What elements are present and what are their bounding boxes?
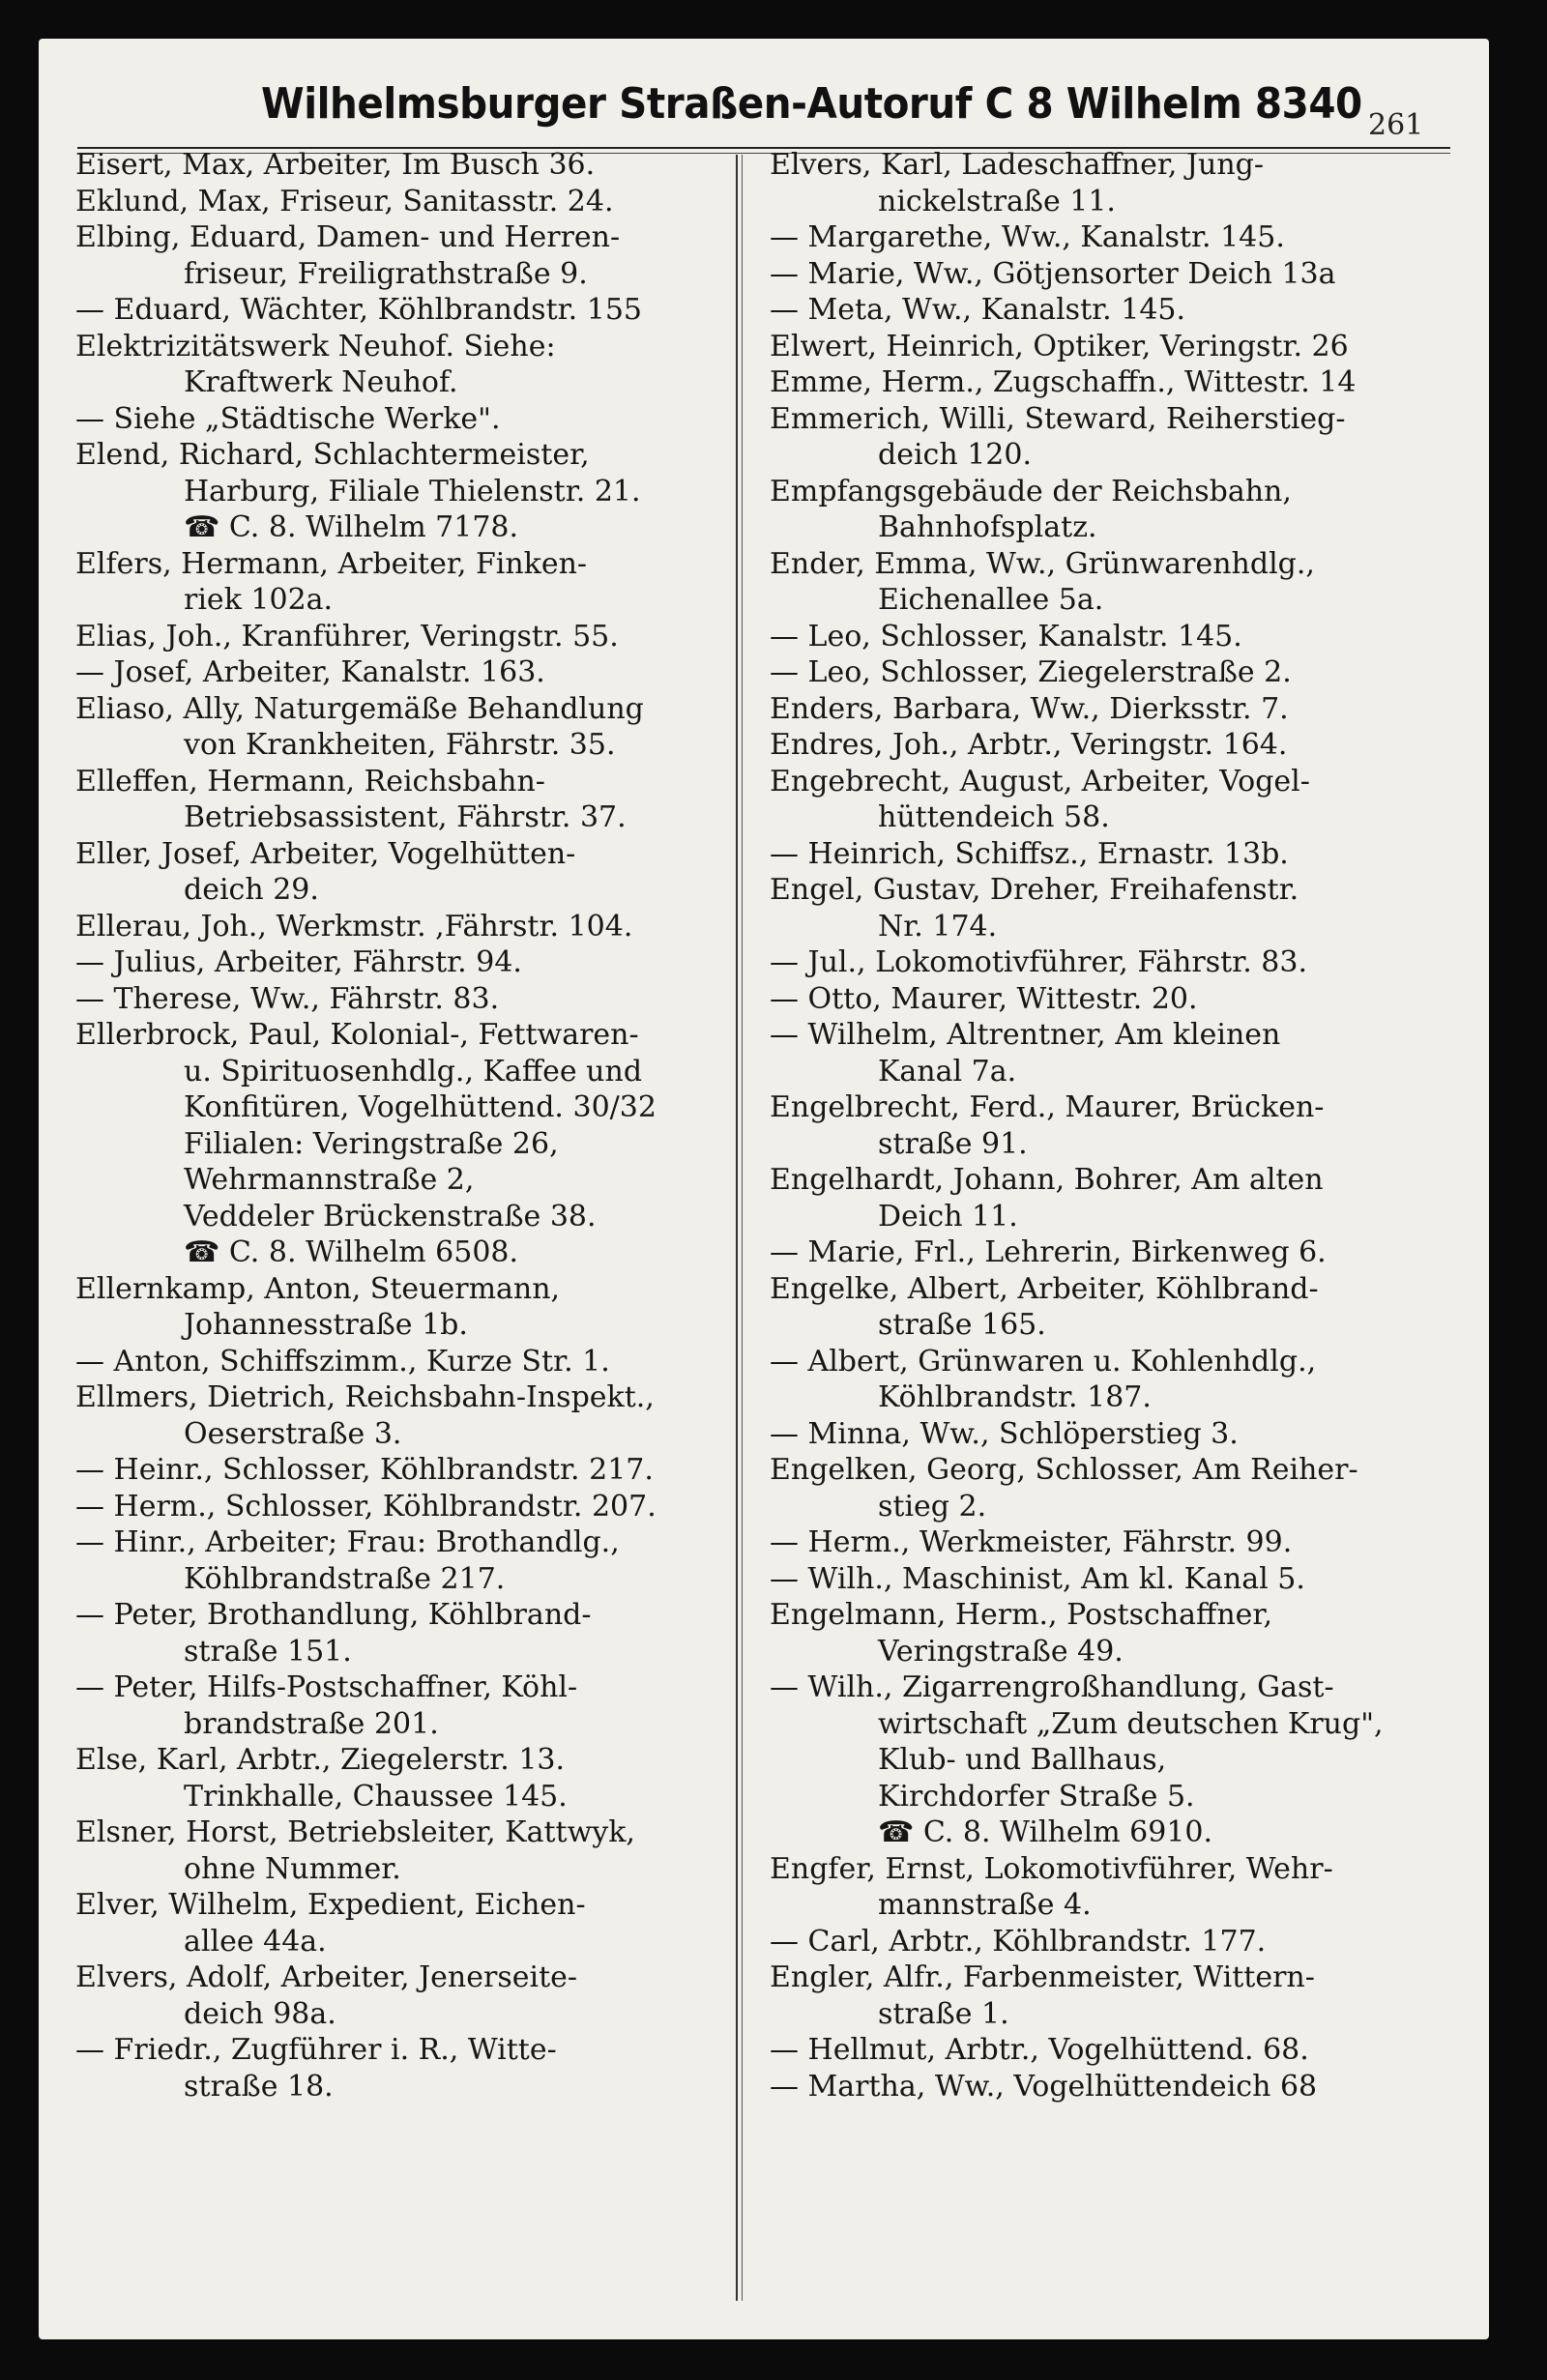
directory-line: — Meta, Ww., Kanalstr. 145. [770, 293, 1186, 327]
column-divider-secondary [742, 155, 743, 2301]
directory-line: von Krankheiten, Fährstr. 35. [184, 728, 616, 762]
directory-line: Emme, Herm., Zugschaffn., Wittestr. 14 [770, 365, 1357, 399]
directory-line: — Leo, Schlosser, Ziegelerstraße 2. [770, 655, 1292, 689]
directory-line: — Julius, Arbeiter, Fährstr. 94. [75, 945, 522, 979]
directory-line: Elvers, Karl, Ladeschaffner, Jung- [770, 148, 1264, 182]
directory-line: Eliaso, Ally, Naturgemäße Behandlung [75, 691, 644, 726]
directory-line: — Herm., Schlosser, Köhlbrandstr. 207. [75, 1489, 657, 1524]
directory-line: ☎ C. 8. Wilhelm 6910. [878, 1815, 1213, 1849]
directory-line: Engelbrecht, Ferd., Maurer, Brücken- [770, 1090, 1325, 1124]
directory-line: — Margarethe, Ww., Kanalstr. 145. [770, 220, 1285, 254]
directory-line: deich 120. [878, 438, 1033, 472]
directory-line: deich 29. [184, 873, 319, 907]
directory-line: — Herm., Werkmeister, Fährstr. 99. [770, 1525, 1293, 1559]
directory-line: Elver, Wilhelm, Expedient, Eichen- [75, 1888, 586, 1922]
directory-line: Elleffen, Hermann, Reichsbahn- [75, 764, 545, 798]
directory-line: Eichenallee 5a. [878, 583, 1104, 617]
directory-line: Ender, Emma, Ww., Grünwarenhdlg., [770, 546, 1315, 581]
directory-line: nickelstraße 11. [878, 184, 1116, 218]
directory-line: ☎ C. 8. Wilhelm 6508. [184, 1235, 519, 1269]
directory-line: — Albert, Grünwaren u. Kohlenhdlg., [770, 1344, 1317, 1379]
page-number: 261 [1368, 108, 1424, 142]
directory-line: hüttendeich 58. [878, 800, 1110, 834]
directory-line: Köhlbrandstr. 187. [878, 1380, 1152, 1414]
directory-line: straße 151. [184, 1634, 352, 1669]
directory-line: Elbing, Eduard, Damen- und Herren- [75, 220, 621, 254]
page-header [39, 79, 1489, 157]
directory-page [39, 39, 1489, 2339]
directory-line: Elias, Joh., Kranführer, Veringstr. 55. [75, 619, 619, 653]
directory-line: — Marie, Ww., Götjensorter Deich 13a [770, 256, 1336, 291]
directory-line: Empfangsgebäude der Reichsbahn, [770, 474, 1292, 508]
directory-line: — Friedr., Zugführer i. R., Witte- [75, 2033, 557, 2067]
directory-line: Ellmers, Dietrich, Reichsbahn-Inspekt., [75, 1380, 655, 1414]
directory-line: deich 98a. [184, 1996, 336, 2031]
directory-line: Johannesstraße 1b. [184, 1308, 468, 1342]
directory-line: Engelke, Albert, Arbeiter, Köhlbrand- [770, 1271, 1319, 1306]
directory-line: — Anton, Schiffszimm., Kurze Str. 1. [75, 1344, 610, 1379]
directory-line: — Peter, Hilfs-Postschaffner, Köhl- [75, 1670, 578, 1704]
directory-line: Elwert, Heinrich, Optiker, Veringstr. 26 [770, 329, 1349, 363]
left-column [75, 147, 704, 2104]
directory-line: Engel, Gustav, Dreher, Freihafenstr. [770, 873, 1299, 907]
directory-line: Kanal 7a. [878, 1054, 1017, 1088]
directory-line: Eisert, Max, Arbeiter, Im Busch 36. [75, 148, 596, 182]
right-column [770, 147, 1446, 2104]
directory-line: — Wilh., Maschinist, Am kl. Kanal 5. [770, 1561, 1305, 1596]
directory-line: Eller, Josef, Arbeiter, Vogelhütten- [75, 836, 576, 871]
directory-line: Elend, Richard, Schlachtermeister, [75, 438, 590, 472]
directory-line: — Wilh., Zigarrengroßhandlung, Gast- [770, 1670, 1334, 1704]
directory-line: allee 44a. [184, 1924, 327, 1959]
directory-line: Enders, Barbara, Ww., Dierksstr. 7. [770, 691, 1289, 726]
directory-line: wirtschaft „Zum deutschen Krug", [878, 1706, 1384, 1741]
directory-line: — Eduard, Wächter, Köhlbrandstr. 155 [75, 293, 642, 327]
directory-line: — Martha, Ww., Vogelhüttendeich 68 [770, 2069, 1318, 2104]
directory-line: Nr. 174. [878, 909, 998, 943]
directory-line: Ellerbrock, Paul, Kolonial-, Fettwaren- [75, 1018, 639, 1052]
directory-line: Deich 11. [878, 1199, 1018, 1234]
directory-line: Engelhardt, Johann, Bohrer, Am alten [770, 1163, 1324, 1197]
directory-line: ☎ C. 8. Wilhelm 7178. [184, 510, 519, 544]
directory-line: riek 102a. [184, 583, 334, 617]
directory-line: straße 1. [878, 1996, 1009, 2031]
directory-line: Klub- und Ballhaus, [878, 1743, 1167, 1777]
directory-line: ohne Nummer. [184, 1851, 401, 1886]
directory-line: — Heinrich, Schiffsz., Ernastr. 13b. [770, 836, 1289, 871]
directory-line: — Otto, Maurer, Wittestr. 20. [770, 981, 1198, 1016]
directory-line: Engfer, Ernst, Lokomotivführer, Wehr- [770, 1851, 1333, 1886]
directory-line: u. Spirituosenhdlg., Kaffee und [184, 1054, 643, 1088]
directory-line: Veringstraße 49. [878, 1634, 1124, 1669]
directory-line: Betriebsassistent, Fährstr. 37. [184, 800, 627, 834]
directory-line: Eklund, Max, Friseur, Sanitasstr. 24. [75, 184, 614, 218]
directory-line: — Minna, Ww., Schlöperstieg 3. [770, 1416, 1239, 1451]
directory-line: Else, Karl, Arbtr., Ziegelerstr. 13. [75, 1743, 566, 1777]
directory-line: Ellernkamp, Anton, Steuermann, [75, 1271, 561, 1306]
directory-line: Engelken, Georg, Schlosser, Am Reiher- [770, 1453, 1358, 1487]
directory-line: Trinkhalle, Chaussee 145. [184, 1779, 568, 1814]
directory-line: — Josef, Arbeiter, Kanalstr. 163. [75, 655, 545, 689]
directory-line: Engebrecht, August, Arbeiter, Vogel- [770, 764, 1310, 798]
directory-line: — Carl, Arbtr., Köhlbrandstr. 177. [770, 1924, 1267, 1959]
directory-line: — Hinr., Arbeiter; Frau: Brothandlg., [75, 1525, 620, 1559]
directory-line: straße 91. [878, 1126, 1028, 1161]
directory-line: — Heinr., Schlosser, Köhlbrandstr. 217. [75, 1453, 654, 1487]
directory-line: Engler, Alfr., Farbenmeister, Wittern- [770, 1960, 1315, 1994]
directory-line: — Hellmut, Arbtr., Vogelhüttend. 68. [770, 2033, 1309, 2067]
directory-line: — Jul., Lokomotivführer, Fährstr. 83. [770, 945, 1307, 979]
directory-line: Elfers, Hermann, Arbeiter, Finken- [75, 546, 588, 581]
directory-line: Oeserstraße 3. [184, 1416, 402, 1451]
directory-line: Filialen: Veringstraße 26, [184, 1126, 559, 1161]
directory-line: Bahnhofsplatz. [878, 510, 1097, 544]
directory-line: Emmerich, Willi, Steward, Reiherstieg- [770, 401, 1346, 436]
directory-line: Harburg, Filiale Thielenstr. 21. [184, 474, 641, 508]
directory-line: Köhlbrandstraße 217. [184, 1561, 506, 1596]
directory-line: — Siehe „Städtische Werke". [75, 401, 501, 436]
header-title: Wilhelmsburger Straßen-Autoruf C 8 Wilhelm 8340 [261, 79, 1362, 129]
directory-line: Wehrmannstraße 2, [184, 1163, 475, 1197]
directory-line: friseur, Freiligrathstraße 9. [184, 256, 588, 291]
directory-line: straße 165. [878, 1308, 1046, 1342]
directory-line: — Wilhelm, Altrentner, Am kleinen [770, 1018, 1281, 1052]
directory-line: Elektrizitätswerk Neuhof. Siehe: [75, 329, 556, 363]
directory-line: Veddeler Brückenstraße 38. [184, 1199, 597, 1234]
directory-line: Elvers, Adolf, Arbeiter, Jenerseite- [75, 1960, 578, 1994]
directory-line: mannstraße 4. [878, 1888, 1092, 1922]
directory-line: Endres, Joh., Arbtr., Veringstr. 164. [770, 728, 1288, 762]
column-divider [736, 155, 738, 2301]
directory-line: Elsner, Horst, Betriebsleiter, Kattwyk, [75, 1815, 635, 1849]
directory-line: — Marie, Frl., Lehrerin, Birkenweg 6. [770, 1235, 1327, 1269]
directory-line: Kraftwerk Neuhof. [184, 365, 458, 399]
directory-line: straße 18. [184, 2069, 334, 2104]
directory-line: Kirchdorfer Straße 5. [878, 1779, 1195, 1814]
directory-line: — Therese, Ww., Fährstr. 83. [75, 981, 500, 1016]
directory-line: brandstraße 201. [184, 1706, 439, 1741]
directory-line: Konfitüren, Vogelhüttend. 30/32 [184, 1090, 657, 1124]
directory-line: — Leo, Schlosser, Kanalstr. 145. [770, 619, 1242, 653]
directory-line: Ellerau, Joh., Werkmstr. ,Fährstr. 104. [75, 909, 633, 943]
directory-line: Engelmann, Herm., Postschaffner, [770, 1598, 1272, 1632]
directory-line: — Peter, Brothandlung, Köhlbrand- [75, 1598, 592, 1632]
directory-line: stieg 2. [878, 1489, 987, 1524]
